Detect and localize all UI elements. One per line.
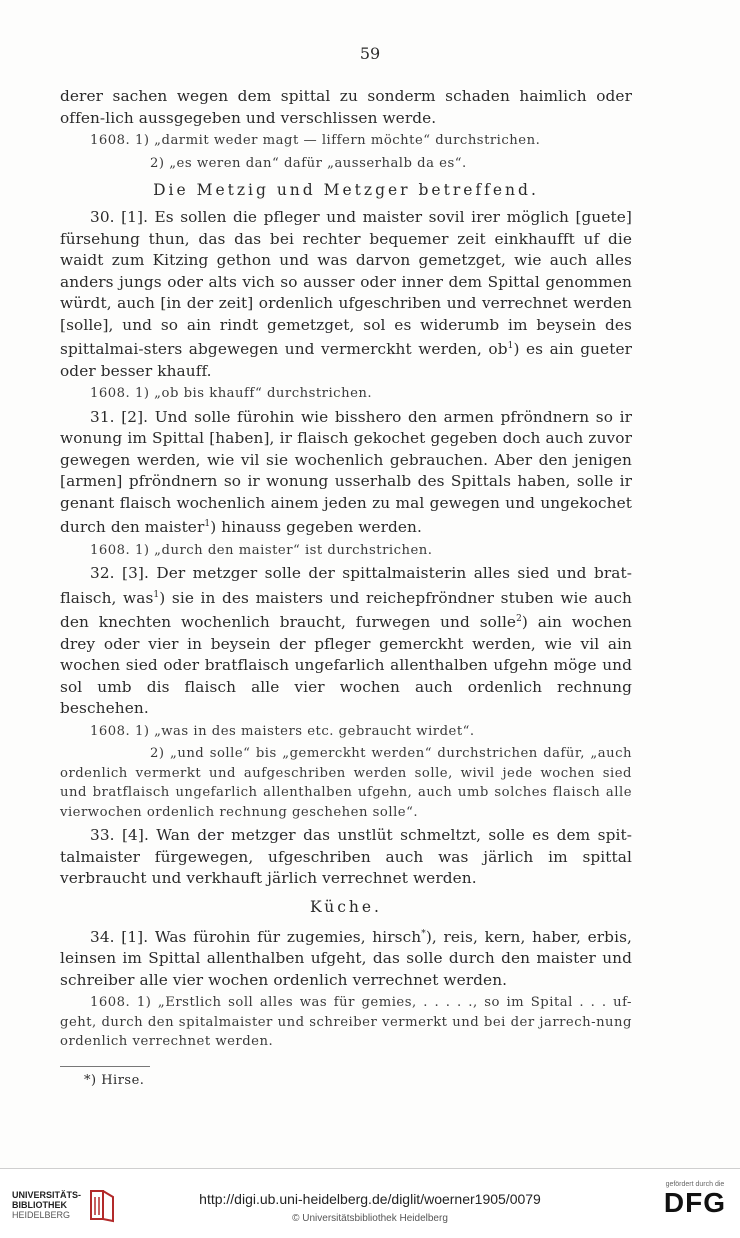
paragraph-30: 30. [1]. Es sollen die pfleger und maister sovil irer möglich [guete] fürsehung thun, das das bei rechter bequemer zeit einkhaufft uf die waidt zum Kitzing gethon und was darvon gemetzget, wie auch alles anders jungs oder alts vich so ausser oder inner dem Spittal genommen würdt, auch [in der zeit] ordenlich ufgeschriben und verrechnet werden [solle], und so ain rindt gemetzget, sol es widerumb im beysein des spittalmai-sters abgewegen und vermerckht werden, $ob^1$) es ain gueter oder besser khauff. <box>60 208 633 380</box>
logo-line-2: BIBLIOTHEK <box>12 1200 67 1210</box>
note-34: 1608. 1) „Erstlich soll alles was für gemies, . . . . ., so im Spital . . . uf-geht, durch den spitalmaister und schreiber vermerkt und bei der jarrech-nung ordenlich verrechnet werden. <box>60 995 632 1050</box>
logo-line-3: HEIDELBERG <box>12 1210 71 1220</box>
paragraph-31: 31. [2]. Und solle fürohin wie bisshero den armen pfröndnern so ir wonung im Spittal [haben], ir flaisch gekochet gegeben doch auch zuvor gewegen werden, wie vil sie wochenlich gebrauchen. Aber den jenigen [armen] pfröndnern so ir wonung usserhalb des Spittals haben, solle ir genant flaisch wochenlich ainem jeden zu mal gewegen und ungekochet durch den maister$^1$) hinauss gegeben werden. <box>60 407 632 537</box>
note-32-1: 1608. 1) „was in des maisters etc. gebraucht wirdet“. <box>90 723 475 739</box>
footer-bar <box>0 1168 740 1238</box>
footnote: *) Hirse. <box>84 1072 145 1088</box>
heading-kueche: Küche. <box>310 897 382 916</box>
note-30: 1608. 1) „ob bis khauff“ durchstrichen. <box>90 386 373 402</box>
note-intro-2: 2) „es weren dan“ dafür „ausserhalb da es“. <box>150 155 467 171</box>
logo-line-1: UNIVERSITÄTS- <box>12 1190 82 1200</box>
dfg-wordmark: DFG <box>663 1187 726 1218</box>
page-body <box>60 86 632 1088</box>
copyright-notice: © Universitätsbibliothek Heidelberg <box>292 1213 448 1224</box>
note-32-2: 2) „und solle“ bis „gemerckht werden“ durchstrichen dafür, „auch ordenlich vermerkt und aufgeschriben werden solle, wivil jede wochen sied und bratflaisch ungefarlich allenthalben ufgehn, auch umb solches flaisch alle vierwochen ordenlich rechnung geschehen solle“. <box>60 746 632 820</box>
paragraph-34: 34. [1]. Was fürohin für zugemies, hirsch*), reis, kern, haber, erbis, leinsen im Spittal allenthalben ufgeht, das solle durch den maister und schreiber alle vier wochen ordenlich verrechnet werden. <box>60 927 632 989</box>
funded-by-label: gefördert durch die <box>665 1181 725 1188</box>
paragraph-33: 33. [4]. Wan der metzger das unstlüt schmeltzt, solle es dem spit-talmaister fürgewegen, ufgeschriben auch was järlich im spittal verbraucht und verkhauft järlich verrechnet werden. <box>60 826 632 888</box>
paragraph-intro: derer sachen wegen dem spittal zu sonderm schaden haimlich oder offen-lich aussgegeben und verschlissen werde. <box>60 87 632 127</box>
note-31: 1608. 1) „durch den maister“ ist durchstrichen. <box>90 542 433 558</box>
permalink-url[interactable]: http://digi.ub.uni-heidelberg.de/diglit/woerner1905/0079 <box>199 1191 541 1207</box>
page-number: 59 <box>359 44 381 63</box>
heading-metzig: Die Metzig und Metzger betreffend. <box>153 181 539 199</box>
footnote-divider <box>60 1066 150 1067</box>
paragraph-32: 32. [3]. Der metzger solle der spittalmaisterin alles sied und brat-flaisch, was$^1$) sie in des maisters und reichepfröndner stuben wie auch den knechten wochenlich braucht, furwegen und solle$^2$) ain wochen drey oder vier in beysein der pfleger gemerckht werden, wie vil ain wochen sied oder bratflaisch ungefarlich allenthalben ufgehn möge und sol umb dis flaisch alle vier wochen auch ordenlich rechnung beschehen. <box>60 564 632 718</box>
dfg-logo[interactable] <box>664 1181 726 1218</box>
note-intro-1: 1608. 1) „darmit weder magt — liffern möchte“ durchstrichen. <box>90 133 541 148</box>
